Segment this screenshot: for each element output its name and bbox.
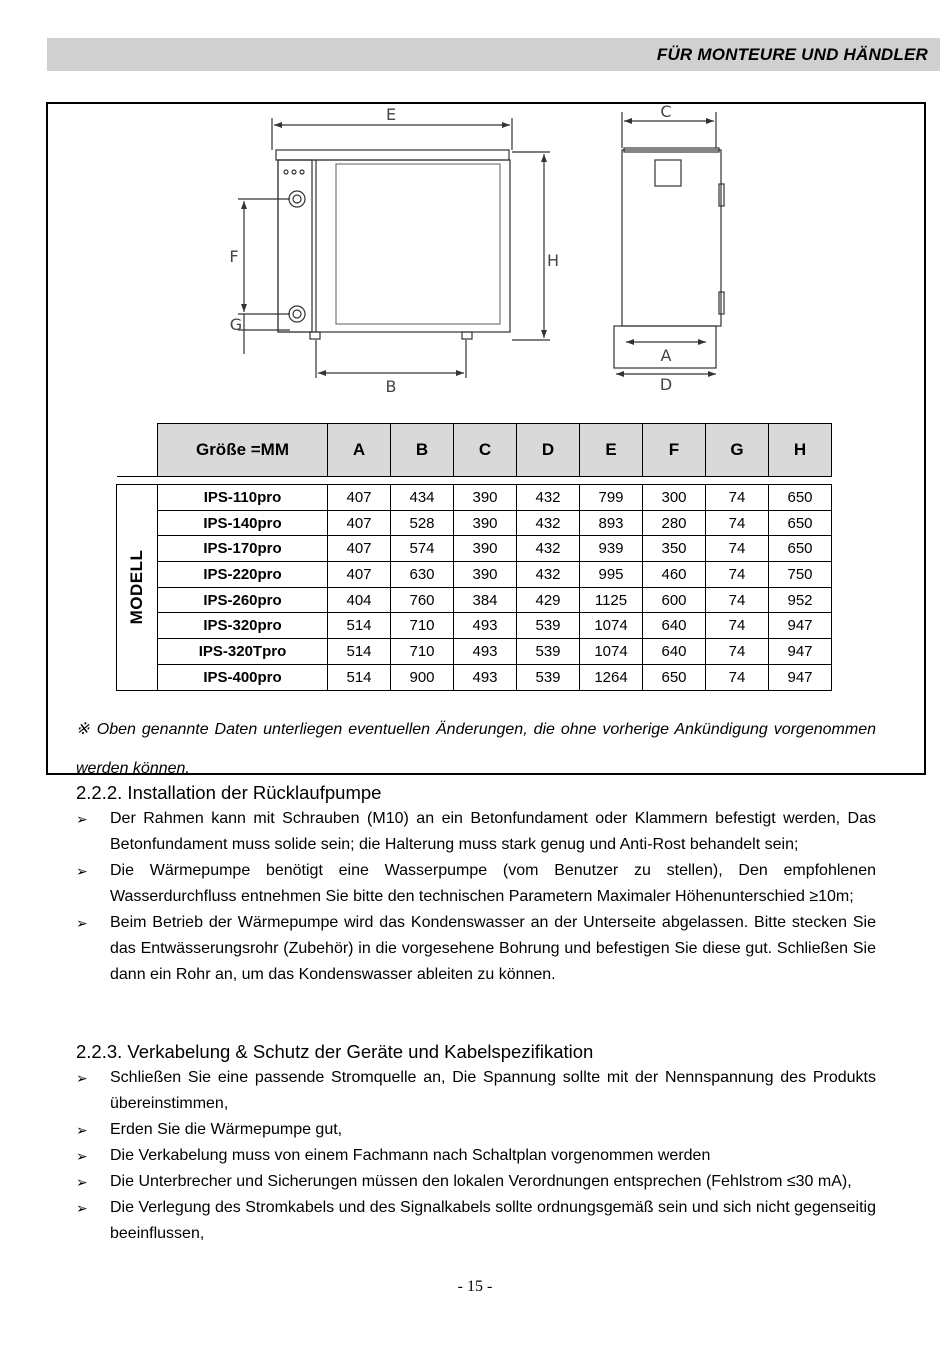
table-cell: 407 — [328, 485, 391, 511]
table-row — [117, 562, 832, 588]
col-header-f: F — [643, 424, 706, 477]
list-item-text: Schließen Sie eine passende Stromquelle an, Die Spannung sollte mit der Nennspannung des Produkts übereinstimmen, — [110, 1069, 876, 1112]
list-item — [76, 806, 876, 858]
table-cell: 350 — [643, 536, 706, 562]
table-cell: 947 — [769, 639, 832, 665]
wiring-bullet-list — [76, 1065, 876, 1247]
table-cell: 404 — [328, 587, 391, 613]
model-name: IPS-220pro — [158, 562, 328, 588]
model-name: IPS-320pro — [158, 613, 328, 639]
table-cell: 710 — [391, 639, 454, 665]
table-cell: 432 — [517, 562, 580, 588]
table-cell: 760 — [391, 587, 454, 613]
table-row — [117, 664, 832, 690]
model-name: IPS-400pro — [158, 664, 328, 690]
table-cell: 432 — [517, 510, 580, 536]
table-cell: 390 — [454, 562, 517, 588]
table-cell: 630 — [391, 562, 454, 588]
model-name: IPS-110pro — [158, 485, 328, 511]
table-cell: 650 — [769, 536, 832, 562]
table-cell: 574 — [391, 536, 454, 562]
table-cell: 390 — [454, 536, 517, 562]
arrow-bullet-icon: ➢ — [76, 863, 88, 879]
dimension-drawing — [0, 0, 950, 420]
table-cell: 280 — [643, 510, 706, 536]
table-cell: 74 — [706, 639, 769, 665]
list-item — [76, 1065, 876, 1117]
table-empty-corner — [117, 424, 158, 477]
disclaimer-note: ※ Oben genannte Daten unterliegen eventuellen Änderungen, die ohne vorherige Ankündigung vorgenommen werden können. — [76, 721, 876, 777]
col-header-a: A — [328, 424, 391, 477]
table-cell: 947 — [769, 664, 832, 690]
table-cell: 1264 — [580, 664, 643, 690]
table-cell: 407 — [328, 510, 391, 536]
table-row — [117, 587, 832, 613]
table-cell: 74 — [706, 510, 769, 536]
table-cell: 407 — [328, 536, 391, 562]
model-name: IPS-320Tpro — [158, 639, 328, 665]
col-header-b: B — [391, 424, 454, 477]
arrow-bullet-icon: ➢ — [76, 1148, 88, 1164]
table-cell: 640 — [643, 613, 706, 639]
table-cell: 74 — [706, 562, 769, 588]
table-cell: 939 — [580, 536, 643, 562]
table-cell: 429 — [517, 587, 580, 613]
section-heading-wiring: 2.2.3. Verkabelung & Schutz der Geräte und Kabelspezifikation — [76, 1041, 594, 1062]
arrow-bullet-icon: ➢ — [76, 1122, 88, 1138]
table-cell: 460 — [643, 562, 706, 588]
table-cell: 650 — [769, 510, 832, 536]
table-cell: 74 — [706, 485, 769, 511]
table-cell: 407 — [328, 562, 391, 588]
table-cell: 640 — [643, 639, 706, 665]
table-cell: 74 — [706, 536, 769, 562]
table-cell: 74 — [706, 613, 769, 639]
row-group-label-cell — [117, 485, 158, 691]
arrow-bullet-icon: ➢ — [76, 1200, 88, 1216]
model-name: IPS-260pro — [158, 587, 328, 613]
dim-label-f: F — [229, 247, 239, 266]
dim-label-g: G — [229, 315, 243, 334]
arrow-bullet-icon: ➢ — [76, 915, 88, 931]
section-heading-pump: 2.2.2. Installation der Rücklaufpumpe — [76, 782, 382, 803]
table-cell: 432 — [517, 536, 580, 562]
list-item-text: Die Verkabelung muss von einem Fachmann nach Schaltplan vorgenommen werden — [110, 1147, 711, 1164]
list-item-text: Die Wärmepumpe benötigt eine Wasserpumpe (vom Benutzer zu stellen), Den empfohlenen Wasserdurchfluss entnehmen Sie bitte den technischen Parametern Maximaler Höhenunterschied ≥10m; — [110, 862, 876, 905]
table-cell: 1074 — [580, 613, 643, 639]
model-name: IPS-170pro — [158, 536, 328, 562]
list-item — [76, 1143, 876, 1169]
table-corner-label: Größe =MM — [158, 424, 328, 477]
col-header-e: E — [580, 424, 643, 477]
arrow-bullet-icon: ➢ — [76, 1070, 88, 1086]
arrow-bullet-icon: ➢ — [76, 811, 88, 827]
page-number: - 15 - — [457, 1278, 493, 1295]
table-cell: 493 — [454, 613, 517, 639]
dim-label-c: C — [660, 102, 672, 121]
table-cell: 432 — [517, 485, 580, 511]
table-cell: 600 — [643, 587, 706, 613]
table-cell: 900 — [391, 664, 454, 690]
table-cell: 952 — [769, 587, 832, 613]
row-group-label: MODELL — [127, 549, 146, 625]
table-row — [117, 639, 832, 665]
col-header-d: D — [517, 424, 580, 477]
table-cell: 384 — [454, 587, 517, 613]
table-row — [117, 536, 832, 562]
list-item — [76, 1117, 876, 1143]
table-cell: 493 — [454, 639, 517, 665]
table-cell: 1074 — [580, 639, 643, 665]
dim-label-d: D — [659, 375, 673, 394]
list-item-text: Die Verlegung des Stromkabels und des Signalkabels sollte ordnungsgemäß sein und sich nicht gegenseitig beeinflussen, — [110, 1199, 876, 1242]
table-cell: 893 — [580, 510, 643, 536]
table-cell: 514 — [328, 613, 391, 639]
table-cell: 390 — [454, 485, 517, 511]
table-cell: 528 — [391, 510, 454, 536]
table-cell: 539 — [517, 639, 580, 665]
dim-label-e: E — [385, 105, 397, 124]
col-header-c: C — [454, 424, 517, 477]
table-cell: 650 — [769, 485, 832, 511]
arrow-bullet-icon: ➢ — [76, 1174, 88, 1190]
table-cell: 710 — [391, 613, 454, 639]
table-cell: 514 — [328, 639, 391, 665]
table-cell: 390 — [454, 510, 517, 536]
list-item-text: Der Rahmen kann mit Schrauben (M10) an ein Betonfundament oder Klammern befestigt werden, Das Betonfundament muss solide sein; die Halterung muss stark genug und Anti-Rost behandelt sein; — [110, 810, 876, 853]
list-item-text: Beim Betrieb der Wärmepumpe wird das Kondenswasser an der Unterseite abgelassen. Bitte stecken Sie das Entwässerungsrohr (Zubehör) in die vorgesehene Bohrung und befestigen Sie diese gut. Schließen Sie dann ein Rohr an, um das Kondenswasser ableiten zu können. — [110, 914, 876, 983]
table-cell: 650 — [643, 664, 706, 690]
table-cell: 493 — [454, 664, 517, 690]
table-row — [117, 613, 832, 639]
table-cell: 74 — [706, 587, 769, 613]
header-title: FÜR MONTEURE UND HÄNDLER — [656, 45, 928, 64]
table-row — [117, 510, 832, 536]
table-cell: 750 — [769, 562, 832, 588]
col-header-h: H — [769, 424, 832, 477]
table-cell: 799 — [580, 485, 643, 511]
list-item-text: Die Unterbrecher und Sicherungen müssen den lokalen Verordnungen entsprechen (Fehlstrom ≤30 mA), — [110, 1173, 852, 1190]
dimension-table — [116, 423, 832, 691]
table-cell: 74 — [706, 664, 769, 690]
table-cell: 947 — [769, 613, 832, 639]
list-item — [76, 858, 876, 910]
dim-label-b: B — [385, 377, 397, 396]
table-cell: 300 — [643, 485, 706, 511]
list-item-text: Erden Sie die Wärmepumpe gut, — [110, 1121, 343, 1138]
list-item — [76, 1195, 876, 1247]
list-item — [76, 1169, 876, 1195]
table-cell: 434 — [391, 485, 454, 511]
table-cell: 1125 — [580, 587, 643, 613]
table-header-row — [117, 424, 832, 477]
table-cell: 995 — [580, 562, 643, 588]
table-row — [117, 485, 832, 511]
table-cell: 539 — [517, 664, 580, 690]
list-item — [76, 910, 876, 988]
dim-label-h: H — [546, 251, 560, 270]
model-name: IPS-140pro — [158, 510, 328, 536]
pump-bullet-list — [76, 806, 876, 988]
col-header-g: G — [706, 424, 769, 477]
table-cell: 539 — [517, 613, 580, 639]
dim-label-a: A — [660, 346, 672, 365]
table-cell: 514 — [328, 664, 391, 690]
